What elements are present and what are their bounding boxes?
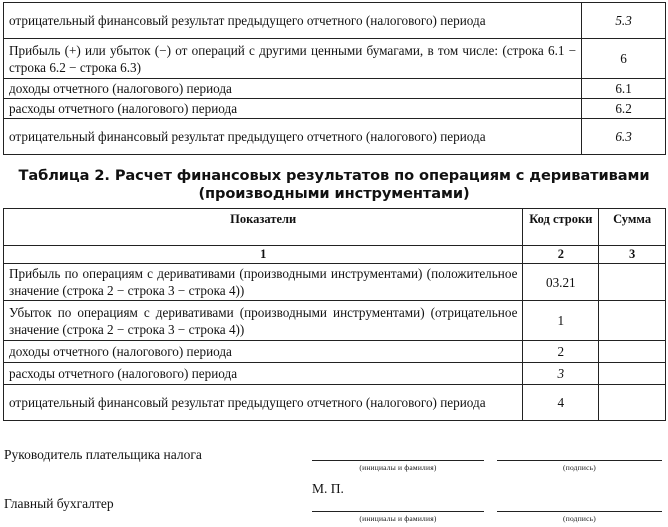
row-code: 3 — [523, 363, 599, 385]
row-sum-cell — [599, 363, 666, 385]
table-2-title — [0, 167, 668, 203]
header-code: Код строки — [523, 209, 599, 246]
stamp-label: М. П. — [312, 481, 344, 496]
head-initials-caption: (инициалы и фамилия) — [359, 463, 437, 472]
head-signature-line — [497, 460, 662, 461]
head-signature-label: Руководитель плательщика налога — [4, 447, 202, 462]
header-row — [4, 209, 666, 246]
row-sum-cell — [599, 264, 666, 301]
row-code: 1 — [523, 301, 599, 341]
row-code: 6.2 — [582, 99, 666, 119]
head-initials-line — [312, 460, 484, 461]
row-description: Убыток по операциям с деривативами (производными инструментами) (отрицательное значение (строка 2 − строка 3 − строка 4)) — [4, 301, 523, 341]
accountant-initials-line — [312, 511, 484, 512]
table-row — [4, 363, 666, 385]
row-description: отрицательный финансовый результат предыдущего отчетного (налогового) периода — [4, 119, 582, 155]
row-code: 4 — [523, 385, 599, 421]
column-number-2: 2 — [523, 246, 599, 264]
table-row — [4, 119, 666, 155]
column-numbers-row — [4, 246, 666, 264]
row-description: Прибыль (+) или убыток (−) от операций с другими ценными бумагами, в том числе: (строка 6.1 − строка 6.2 − строка 6.3) — [4, 39, 582, 79]
header-indicators: Показатели — [4, 209, 523, 246]
header-sum: Сумма — [599, 209, 666, 246]
row-description: доходы отчетного (налогового) периода — [4, 79, 582, 99]
row-description: отрицательный финансовый результат предыдущего отчетного (налогового) периода — [4, 3, 582, 39]
accountant-signature-line — [497, 511, 662, 512]
table-2-title-line-1: Таблица 2. Расчет финансовых результатов по операциям с деривативами — [18, 167, 650, 184]
table-row — [4, 341, 666, 363]
column-number-1: 1 — [4, 246, 523, 264]
row-description: отрицательный финансовый результат предыдущего отчетного (налогового) периода — [4, 385, 523, 421]
table-row — [4, 39, 666, 79]
row-code: 6.3 — [582, 119, 666, 155]
table-row — [4, 264, 666, 301]
table-row — [4, 385, 666, 421]
table-2-title-line-2: (производными инструментами) — [198, 185, 470, 202]
row-description: расходы отчетного (налогового) периода — [4, 363, 523, 385]
table-row — [4, 79, 666, 99]
table-row — [4, 3, 666, 39]
accountant-signature-caption: (подпись) — [563, 514, 596, 523]
table-2 — [3, 208, 666, 421]
row-code: 6 — [582, 39, 666, 79]
table-row — [4, 99, 666, 119]
table-1 — [3, 2, 666, 155]
row-sum-cell — [599, 301, 666, 341]
row-description: расходы отчетного (налогового) периода — [4, 99, 582, 119]
row-sum-cell — [599, 385, 666, 421]
column-number-3: 3 — [599, 246, 666, 264]
row-code: 5.3 — [582, 3, 666, 39]
row-code: 2 — [523, 341, 599, 363]
row-description: Прибыль по операциям с деривативами (производными инструментами) (положительное значение (строка 2 − строка 3 − строка 4)) — [4, 264, 523, 301]
row-code: 6.1 — [582, 79, 666, 99]
table-row — [4, 301, 666, 341]
row-description: доходы отчетного (налогового) периода — [4, 341, 523, 363]
head-signature-caption: (подпись) — [563, 463, 596, 472]
row-sum-cell — [599, 341, 666, 363]
accountant-signature-label: Главный бухгалтер — [4, 496, 114, 511]
accountant-initials-caption: (инициалы и фамилия) — [359, 514, 437, 523]
row-code: 03.21 — [523, 264, 599, 301]
